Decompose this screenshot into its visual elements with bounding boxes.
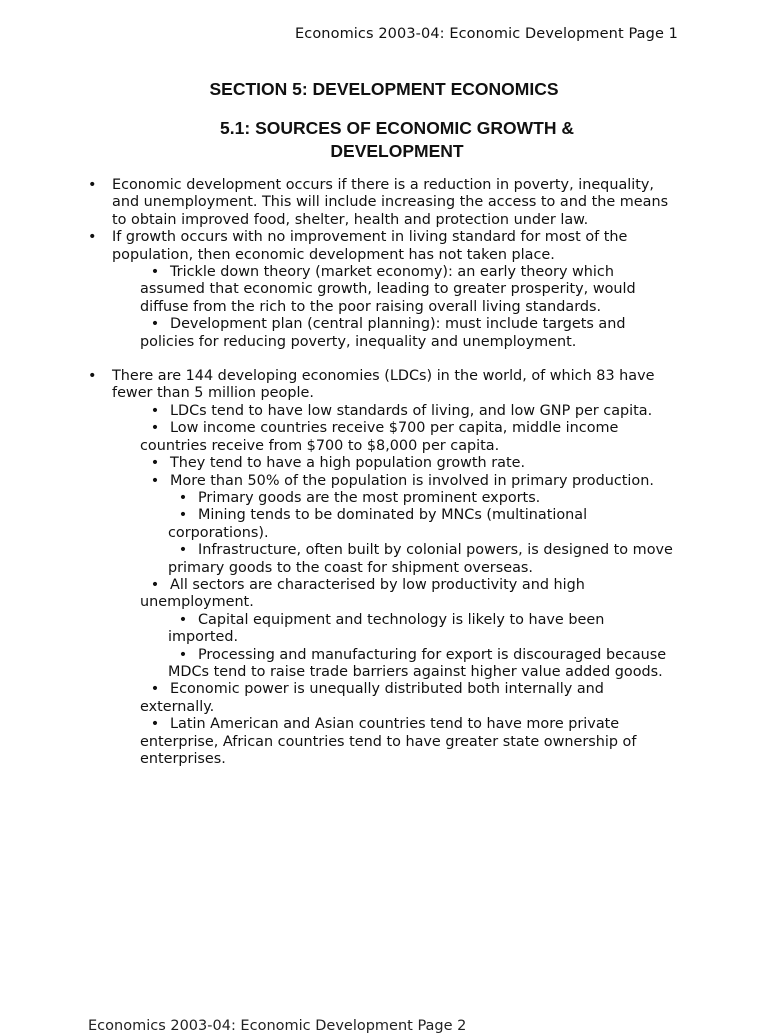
sub-sub-list-item xyxy=(0,647,673,682)
list-item xyxy=(0,177,672,229)
page-header: Economics 2003-04: Economic Development Page 1 xyxy=(295,26,678,42)
bullet-icon: • xyxy=(178,489,188,506)
sub-list-item xyxy=(0,403,670,420)
bullet-icon: • xyxy=(150,316,160,333)
sub-list-item xyxy=(0,420,670,455)
sub-sub-list-item xyxy=(0,507,673,542)
list-item-text: If growth occurs with no improvement in living standard for most of the population, then economic development has not taken place. xyxy=(112,229,628,263)
sub-sub-list-item xyxy=(0,490,673,507)
bullet-icon: • xyxy=(150,455,160,472)
bullet-icon: • xyxy=(150,716,160,733)
sub-list-item xyxy=(0,264,670,316)
bullet-icon: • xyxy=(150,264,160,281)
list-item-text: Economic development occurs if there is a reduction in poverty, inequality, and unemployment. This will include increasing the access to and the means to obtain improved food, shelter, health and protection under law. xyxy=(112,177,669,228)
spacer xyxy=(0,351,768,368)
list-item-text: Economic power is unequally distributed both internally and externally. xyxy=(140,681,604,715)
list-item-text: Capital equipment and technology is likely to have been imported. xyxy=(168,611,605,646)
list-item-text: Processing and manufacturing for export is discouraged because MDCs tend to raise trade barriers against higher value added goods. xyxy=(168,646,667,680)
bullet-icon: • xyxy=(178,611,188,628)
list-item-text: Latin American and Asian countries tend to have more private enterprise, African countries tend to have greater state ownership of enterprises. xyxy=(140,716,637,767)
bullet-icon: • xyxy=(178,646,188,663)
bullet-icon: • xyxy=(178,542,188,559)
subsection-title: 5.1: SOURCES OF ECONOMIC GROWTH & DEVELOPMENT xyxy=(220,118,574,161)
next-page-header-clip xyxy=(88,1014,588,1034)
sub-list-item xyxy=(0,473,670,490)
list-item-text: More than 50% of the population is involved in primary production. xyxy=(170,472,654,489)
bullet-icon: • xyxy=(150,420,160,437)
sub-list-item xyxy=(0,577,670,612)
list-item xyxy=(0,368,672,403)
bullet-icon: • xyxy=(88,368,97,385)
sub-list-item xyxy=(0,455,670,472)
bullet-icon: • xyxy=(88,229,97,246)
bullet-icon: • xyxy=(150,576,160,593)
bullet-icon: • xyxy=(150,681,160,698)
sub-sub-list-item xyxy=(0,542,673,577)
list-item xyxy=(0,229,672,264)
list-item-text: There are 144 developing economies (LDCs) in the world, of which 83 have fewer than 5 million people. xyxy=(112,368,655,402)
list-item-text: Mining tends to be dominated by MNCs (multinational corporations). xyxy=(168,507,588,541)
sub-sub-list-item xyxy=(0,612,673,647)
list-item-text: Trickle down theory (market economy): an early theory which assumed that economic growth, leading to greater prosperity, would diffuse from the rich to the poor raising overall living standards. xyxy=(140,264,636,315)
sub-list-item xyxy=(0,681,670,716)
list-item-text: All sectors are characterised by low productivity and high unemployment. xyxy=(140,576,585,611)
sub-list-item xyxy=(0,316,670,351)
list-item-text: Development plan (central planning): must include targets and policies for reducing poverty, inequality and unemployment. xyxy=(140,316,626,350)
list-item-text: Primary goods are the most prominent exports. xyxy=(198,489,541,506)
list-item-text: They tend to have a high population growth rate. xyxy=(170,455,526,472)
content-body xyxy=(0,177,768,768)
bullet-icon: • xyxy=(88,177,97,193)
list-item-text: Infrastructure, often built by colonial powers, is designed to move primary goods to the coast for shipment overseas. xyxy=(168,542,673,576)
section-title: SECTION 5: DEVELOPMENT ECONOMICS xyxy=(209,79,559,99)
bullet-icon: • xyxy=(150,472,160,489)
list-item-text: Low income countries receive $700 per capita, middle income countries receive from $700 to $8,000 per capita. xyxy=(140,420,619,454)
list-item-text: LDCs tend to have low standards of living, and low GNP per capita. xyxy=(170,402,653,419)
bullet-icon: • xyxy=(178,507,188,524)
sub-list-item xyxy=(0,716,670,768)
next-page-header: Economics 2003-04: Economic Development Page 2 xyxy=(88,1018,467,1034)
bullet-icon: • xyxy=(150,402,160,419)
